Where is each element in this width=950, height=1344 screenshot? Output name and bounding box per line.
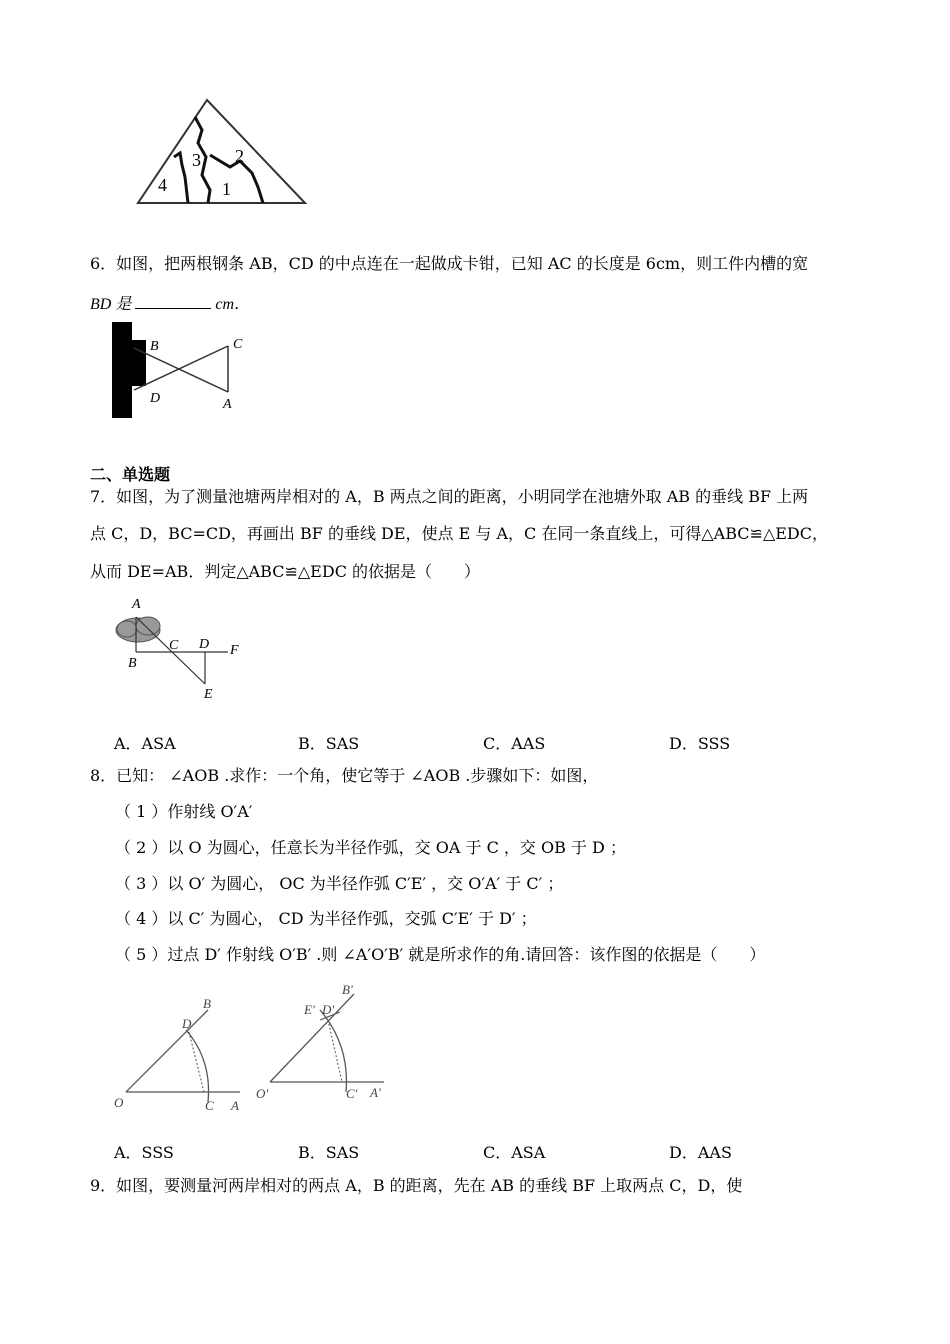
q7-option-d[interactable]: D．SSS xyxy=(669,734,731,753)
angle-label: B' xyxy=(342,982,353,997)
q7-text-line1: 7．如图，为了测量池塘两岸相对的 A，B 两点之间的距离，小明同学在池塘外取 AB 的垂线 BF 上两 xyxy=(90,487,809,506)
angle-label: C xyxy=(205,1098,214,1113)
q8-option-c[interactable]: C．ASA xyxy=(483,1143,546,1162)
q7-option-a[interactable]: A．ASA xyxy=(114,734,176,753)
caliper-figure xyxy=(110,320,260,420)
pond-label: F xyxy=(230,643,239,658)
q6-line2-prefix: BD 是 xyxy=(90,296,132,313)
q9-text-line1: 9．如图，要测量河两岸相对的两点 A，B 的距离，先在 AB 的垂线 BF 上取两点 C，D，使 xyxy=(90,1176,743,1195)
angle-label: O xyxy=(114,1095,124,1110)
piece-label: 1 xyxy=(222,179,231,199)
pond-label: E xyxy=(204,687,213,702)
angle-label: E' xyxy=(304,1002,315,1017)
q6-text-line2 xyxy=(90,294,250,313)
angle-label: C' xyxy=(346,1086,358,1101)
pond-label: C xyxy=(169,638,179,653)
angle-label: A' xyxy=(370,1085,381,1100)
triangle-pieces-figure xyxy=(130,95,315,210)
q7-option-b[interactable]: B．SAS xyxy=(298,734,360,753)
angle-label: A xyxy=(231,1098,239,1113)
q8-step-3: （ 3 ）以 O′ 为圆心， OC 为半径作弧 C′E′ ，交 O′A′ 于 C′ ； xyxy=(115,874,564,893)
section-title: 二、单选题 xyxy=(90,465,171,484)
angle-copy-figure xyxy=(250,980,400,1105)
q7-option-c[interactable]: C．AAS xyxy=(483,734,546,753)
angle-label: D xyxy=(182,1016,192,1031)
q6-line2-suffix: cm． xyxy=(215,296,251,313)
angle-aob-figure xyxy=(108,990,248,1115)
q8-option-b[interactable]: B．SAS xyxy=(298,1143,360,1162)
angle-label: B xyxy=(203,996,211,1011)
caliper-label: D xyxy=(150,391,161,406)
pond-label: B xyxy=(128,656,137,671)
q7-text-line2: 点 C，D，BC=CD，再画出 BF 的垂线 DE，使点 E 与 A，C 在同一条直线上，可得△ABC≌△EDC， xyxy=(90,524,828,543)
caliper-label: C xyxy=(233,337,243,352)
angle-label: O' xyxy=(256,1086,269,1101)
q8-option-a[interactable]: A．SSS xyxy=(114,1143,174,1162)
piece-label: 4 xyxy=(158,175,167,195)
pond-figure xyxy=(110,592,250,702)
caliper-label: A xyxy=(223,397,232,412)
q7-text-line3: 从而 DE=AB．判定△ABC≌△EDC 的依据是（ ） xyxy=(90,562,481,581)
q6-answer-blank xyxy=(135,294,211,309)
q8-step-2: （ 2 ）以 O 为圆心，任意长为半径作弧，交 OA 于 C ，交 OB 于 D ； xyxy=(115,838,626,857)
angle-label: D' xyxy=(322,1002,335,1017)
q8-step-1: （ 1 ）作射线 O′A′ xyxy=(115,802,253,821)
pond-label: D xyxy=(199,637,210,652)
q8-step-5: （ 5 ）过点 D′ 作射线 O′B′ .则 ∠A′O′B′ 就是所求作的角.请回答：该作图的依据是（ ） xyxy=(115,945,766,964)
caliper-label: B xyxy=(150,339,159,354)
q6-text-line1: 6．如图，把两根钢条 AB，CD 的中点连在一起做成卡钳，已知 AC 的长度是 6cm，则工件内槽的宽 xyxy=(90,254,809,273)
pond-label: A xyxy=(132,597,141,612)
q8-text-line1: 8．已知： ∠AOB .求作：一个角，使它等于 ∠AOB .步骤如下：如图， xyxy=(90,766,599,785)
q8-step-4: （ 4 ）以 C′ 为圆心， CD 为半径作弧，交弧 C′E′ 于 D′ ； xyxy=(115,909,537,928)
piece-label: 3 xyxy=(192,150,201,170)
piece-label: 2 xyxy=(235,146,244,166)
q8-option-d[interactable]: D．AAS xyxy=(669,1143,732,1162)
